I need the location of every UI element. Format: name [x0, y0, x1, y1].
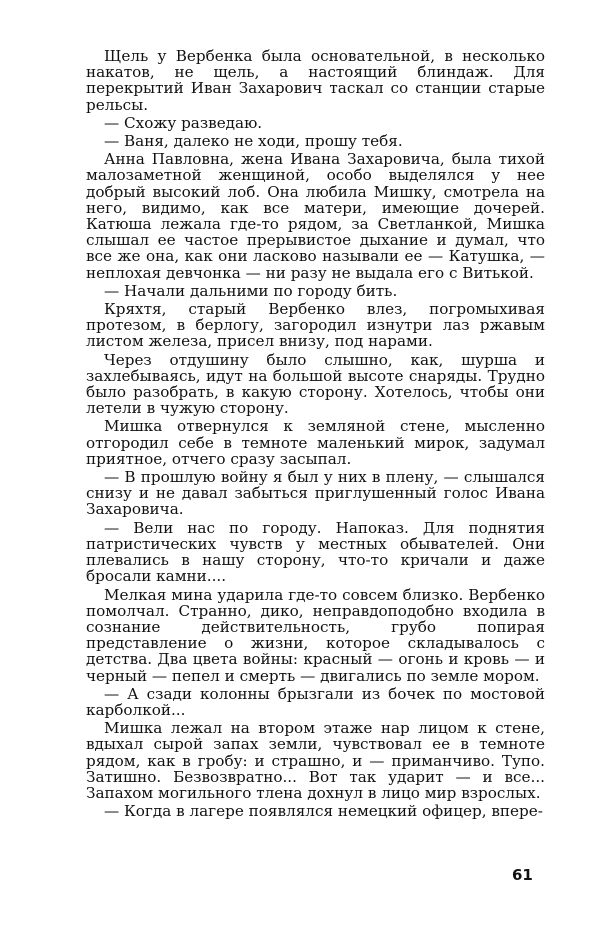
paragraph: — Начали дальними по городу бить. [104, 281, 398, 300]
page-number: 61 [512, 866, 533, 884]
paragraph: — В прошлую войну я был у них в плену, — слышался снизу и не давал забыться приглушенный голос Ивана Захаровича. [86, 468, 545, 519]
paragraph: — А сзади колонны брызгали из бочек по мостовой карболкой... [86, 684, 545, 719]
paragraph: Мишка отвернулся к земляной стене, мысленно отгородил себе в темноте маленький мирок, задумал приятное, отчего сразу засыпал. [86, 417, 545, 468]
paragraph: Мелкая мина ударила где-то совсем близко. Вербенко помолчал. Странно, дико, неправдоподобно входила в сознание действительность, грубо попирая представление о жизни, которое складывалось с детства. Два цвета войны: красный — огонь и кровь — и черный — пепел и смерть — двигались по земле мором. [86, 585, 545, 685]
paragraph: — Вели нас по городу. Напоказ. Для поднятия патристических чувств у местных обывателей. Они плевались в нашу сторону, что-то кричали и даже бросали камни.... [86, 518, 545, 586]
paragraph: — Схожу разведаю. [104, 113, 263, 132]
paragraph: — Когда в лагере появлялся немецкий офицер, впере- [104, 802, 543, 821]
paragraph: Через отдушину было слышно, как, шурша и захлебываясь, идут на большой высоте снаряды. Трудно было разобрать, в какую сторону. Хотелось, чтобы они летели в чужую сторону. [86, 350, 545, 418]
page-text [86, 48, 545, 821]
paragraph: Кряхтя, старый Вербенко влез, погромыхивая протезом, в берлогу, загородил изнутри лаз ржавым листом железа, присел внизу, под нарами. [86, 300, 545, 351]
paragraph: Щель у Вербенка была основательной, в несколько накатов, не щель, а настоящий блиндаж. Для перекрытий Иван Захарович таскал со станции старые рельсы. [86, 47, 545, 114]
paragraph: — Ваня, далеко не ходи, прошу тебя. [104, 132, 403, 151]
paragraph: Мишка лежал на втором этаже нар лицом к стене, вдыхал сырой запах земли, чувствовал ее в темноте рядом, как в гробу: и страшно, и — приманчиво. Тупо. Затишно. Безвозвратно... Вот так ударит — и все... Запахом могильного тлена дохнул в лицо мир взрослых. [86, 719, 545, 802]
paragraph: Анна Павловна, жена Ивана Захаровича, была тихой малозаметной женщиной, особо выделялся у нее добрый высокий лоб. Она любила Мишку, смотрела на него, видимо, как все матери, имеющие дочерей. Катюша лежала где-то рядом, за Светланкой, Мишка слышал ее частое прерывистое дыхание и думал, что все же она, как они ласково называли ее — Катушка, — неплохая девчонка — ни разу не выдала его с Витькой. [86, 150, 545, 282]
